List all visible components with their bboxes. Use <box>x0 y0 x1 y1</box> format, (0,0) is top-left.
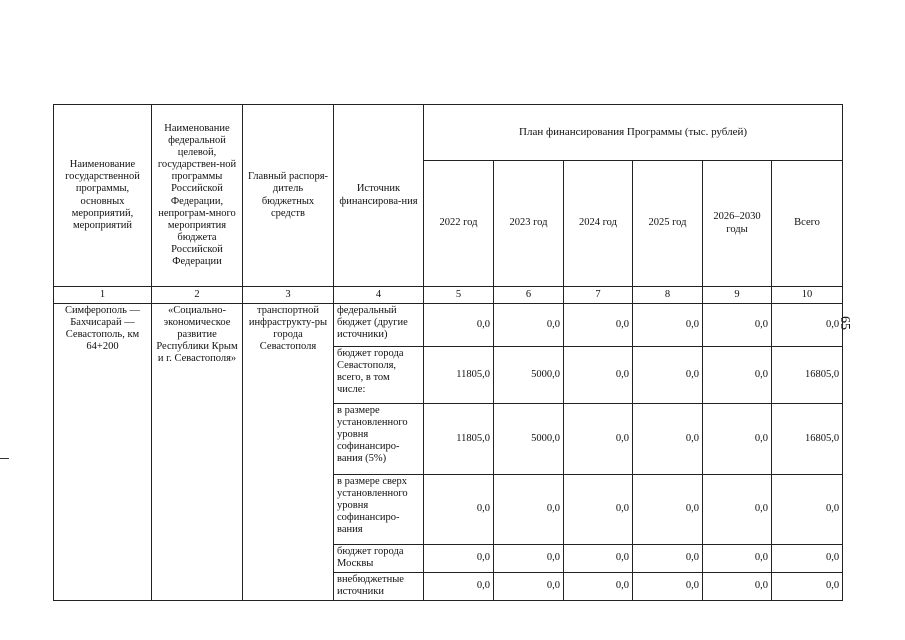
source-cell: внебюджетные источники <box>334 573 424 601</box>
column-number: 8 <box>633 287 703 304</box>
value-cell: 0,0 <box>703 304 772 347</box>
value-cell: 0,0 <box>633 545 703 573</box>
value-cell: 0,0 <box>564 475 633 545</box>
financing-table <box>53 104 843 601</box>
column-number-row <box>54 287 843 304</box>
value-cell: 0,0 <box>633 573 703 601</box>
value-cell: 0,0 <box>703 404 772 475</box>
program-cell: Симферополь — Бахчисарай — Севастополь, км 64+200 <box>54 304 152 601</box>
header-program: Наименование государственной программы, основных мероприятий, мероприятий <box>54 105 152 287</box>
column-number: 3 <box>243 287 334 304</box>
value-cell: 0,0 <box>633 475 703 545</box>
value-cell: 0,0 <box>424 545 494 573</box>
value-cell: 0,0 <box>772 475 843 545</box>
manager-cell: транспортной инфраструкту-ры города Севастополя <box>243 304 334 601</box>
column-number: 7 <box>564 287 633 304</box>
header-federal-program: Наименование федеральной целевой, государствен-ной программы Российской Федерации, непрограм-много мероприятия бюджета Российской Федерации <box>152 105 243 287</box>
value-cell: 0,0 <box>633 304 703 347</box>
value-cell: 0,0 <box>424 573 494 601</box>
header-source: Источник финансирова-ния <box>334 105 424 287</box>
value-cell: 0,0 <box>633 347 703 404</box>
source-cell: федеральный бюджет (другие источники) <box>334 304 424 347</box>
source-cell: бюджет города Севастополя, всего, в том числе: <box>334 347 424 404</box>
value-cell: 0,0 <box>424 304 494 347</box>
page-number: 65 <box>837 316 852 330</box>
value-cell: 0,0 <box>424 475 494 545</box>
header-year: 2022 год <box>424 161 494 287</box>
column-number: 1 <box>54 287 152 304</box>
federal-program-cell: «Социально-экономическое развитие Республики Крым и г. Севастополя» <box>152 304 243 601</box>
value-cell: 0,0 <box>564 304 633 347</box>
column-number: 5 <box>424 287 494 304</box>
header-year: 2026–2030 годы <box>703 161 772 287</box>
column-number: 6 <box>494 287 564 304</box>
value-cell: 0,0 <box>564 404 633 475</box>
source-cell: в размере установленного уровня софинансиро-вания (5%) <box>334 404 424 475</box>
value-cell: 11805,0 <box>424 347 494 404</box>
value-cell: 0,0 <box>703 475 772 545</box>
value-cell: 0,0 <box>772 573 843 601</box>
value-cell: 0,0 <box>564 573 633 601</box>
value-cell: 0,0 <box>703 573 772 601</box>
value-cell: 5000,0 <box>494 404 564 475</box>
value-cell: 11805,0 <box>424 404 494 475</box>
scan-margin-mark <box>0 458 9 459</box>
value-cell: 0,0 <box>703 545 772 573</box>
header-plan: План финансирования Программы (тыс. рублей) <box>424 105 843 161</box>
value-cell: 0,0 <box>494 475 564 545</box>
column-number: 9 <box>703 287 772 304</box>
table-row <box>54 304 843 347</box>
value-cell: 0,0 <box>633 404 703 475</box>
value-cell: 0,0 <box>494 545 564 573</box>
header-row <box>54 105 843 161</box>
column-number: 10 <box>772 287 843 304</box>
source-cell: бюджет города Москвы <box>334 545 424 573</box>
source-cell: в размере сверх установленного уровня софинансиро-вания <box>334 475 424 545</box>
header-year: 2024 год <box>564 161 633 287</box>
value-cell: 5000,0 <box>494 347 564 404</box>
column-number: 2 <box>152 287 243 304</box>
value-cell: 16805,0 <box>772 347 843 404</box>
value-cell: 0,0 <box>564 347 633 404</box>
header-manager: Главный распоря-дитель бюджетных средств <box>243 105 334 287</box>
column-number: 4 <box>334 287 424 304</box>
header-total: Всего <box>772 161 843 287</box>
header-year: 2023 год <box>494 161 564 287</box>
value-cell: 0,0 <box>772 304 843 347</box>
value-cell: 0,0 <box>772 545 843 573</box>
header-year: 2025 год <box>633 161 703 287</box>
value-cell: 0,0 <box>494 304 564 347</box>
value-cell: 0,0 <box>703 347 772 404</box>
value-cell: 0,0 <box>494 573 564 601</box>
value-cell: 0,0 <box>564 545 633 573</box>
value-cell: 16805,0 <box>772 404 843 475</box>
